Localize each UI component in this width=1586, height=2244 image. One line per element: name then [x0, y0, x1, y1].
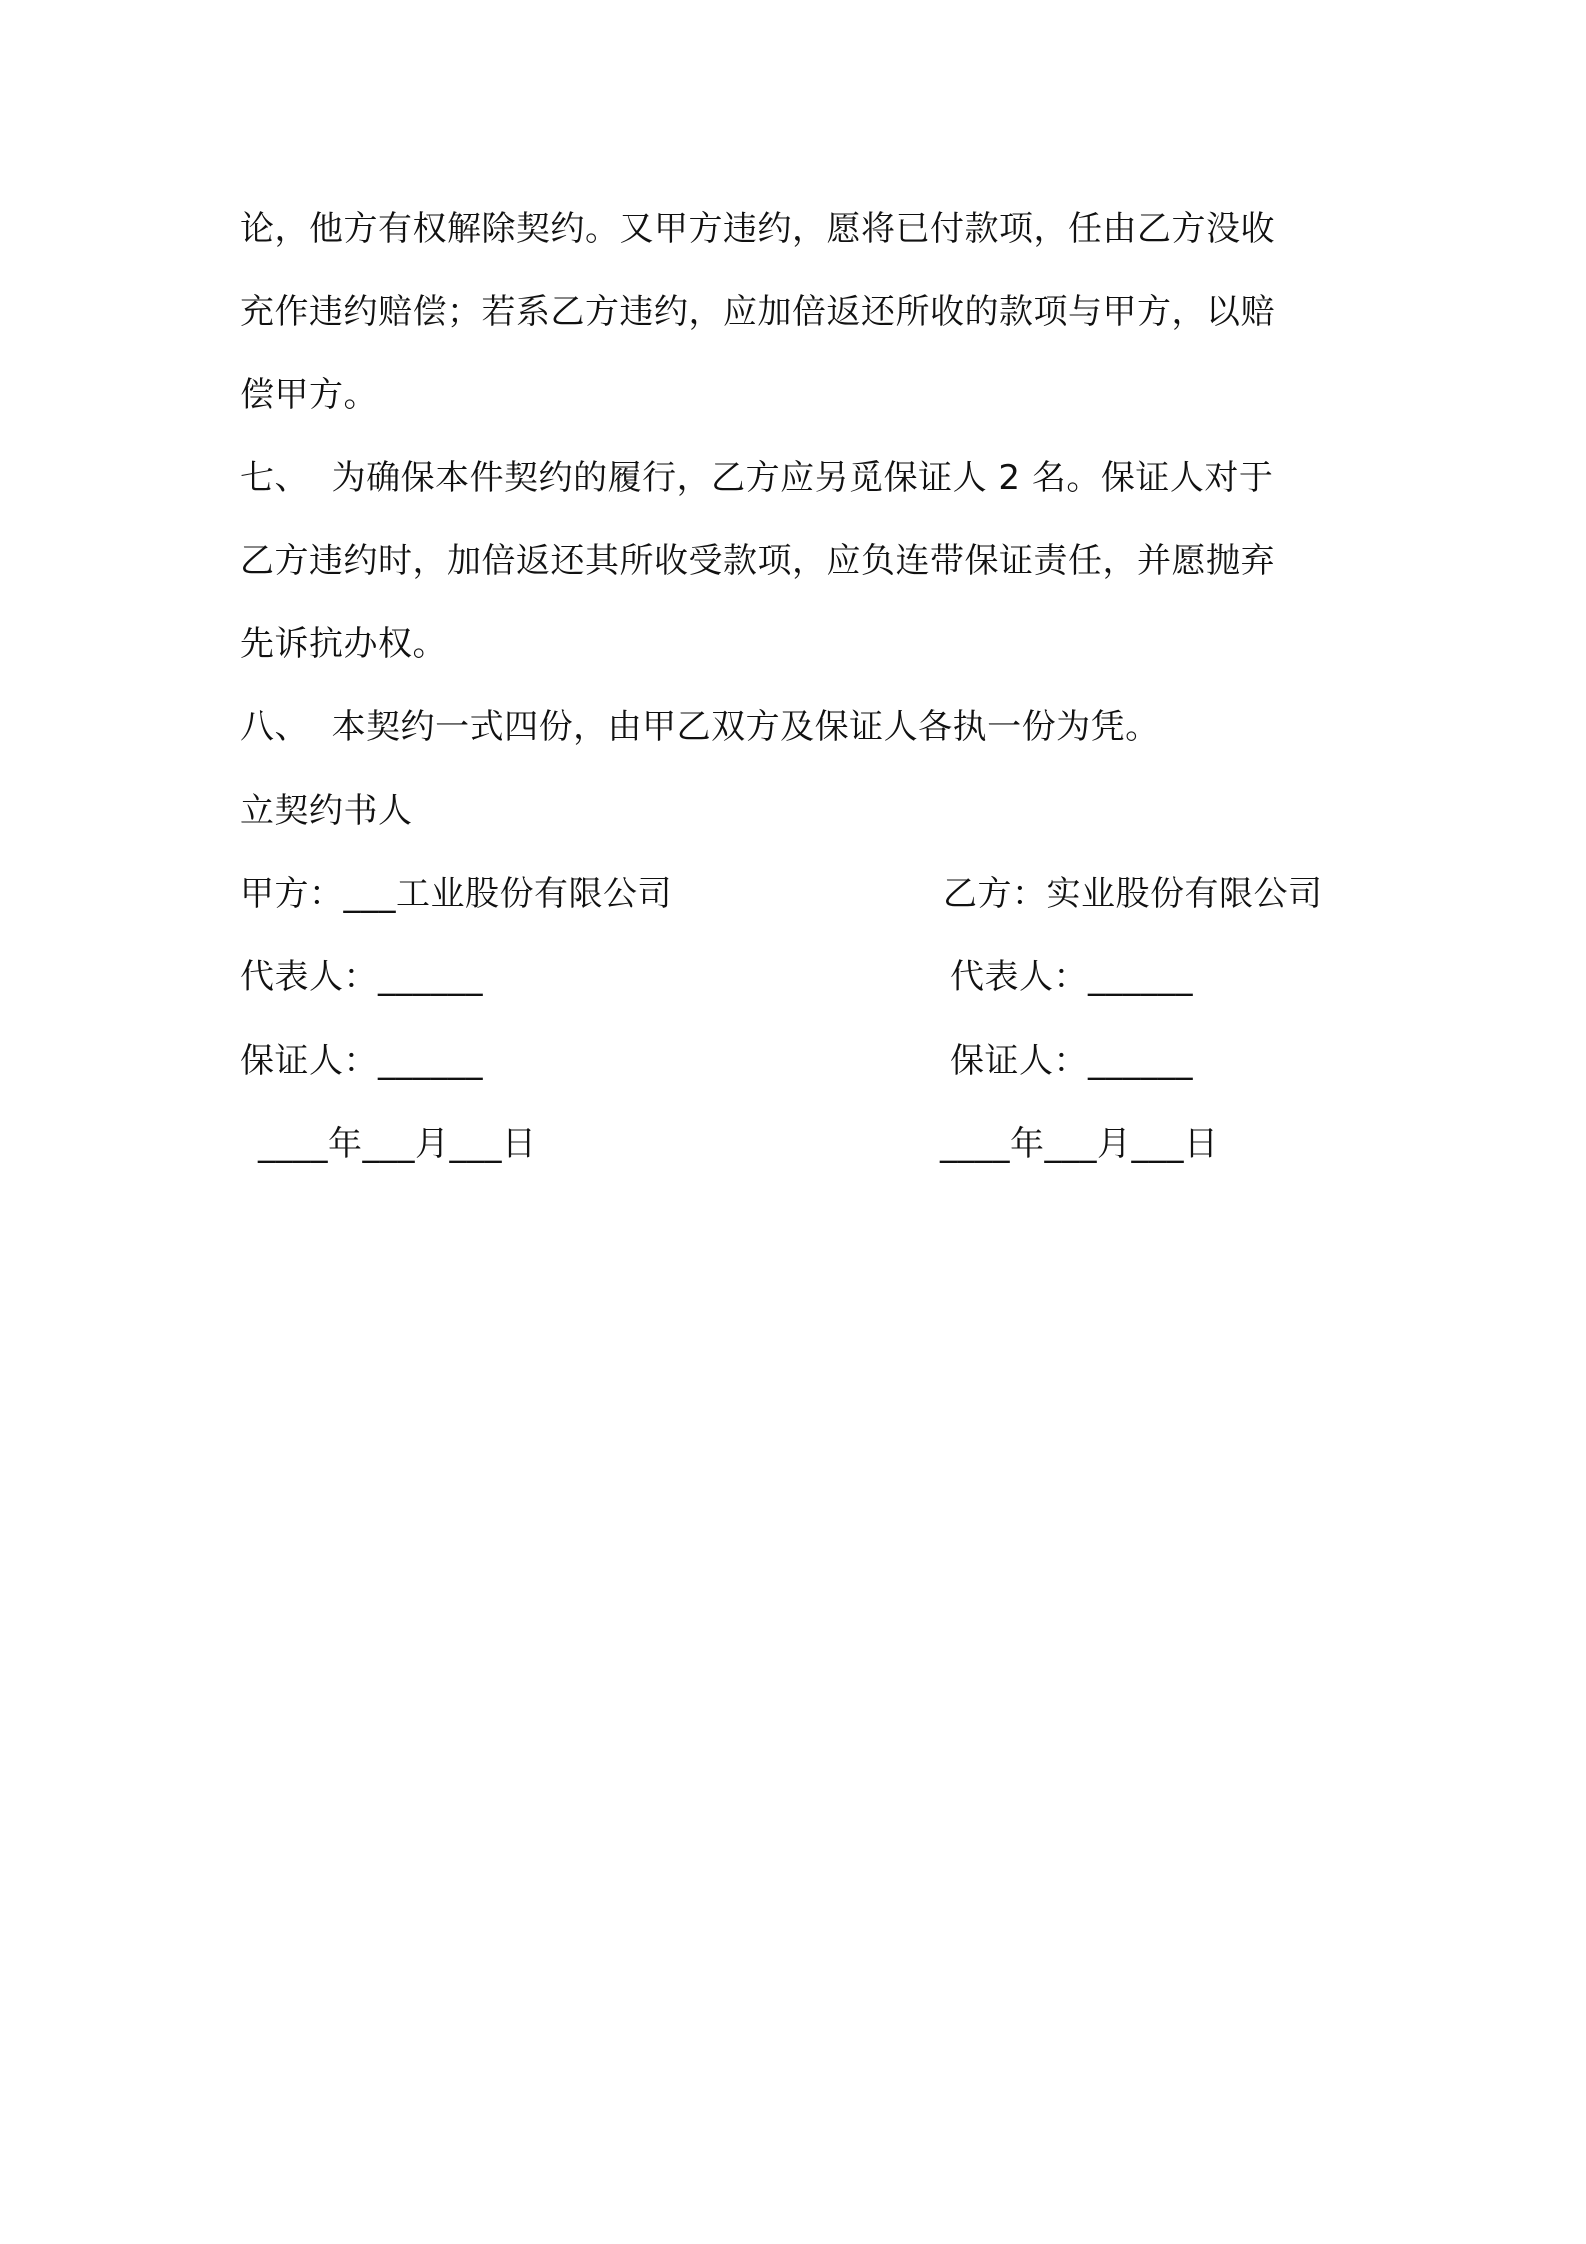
party-a-date: ____年___月___日 — [258, 1124, 537, 1164]
clause-7-line: 乙方违约时，加倍返还其所收受款项，应负连带保证责任，并愿抛弃 — [240, 541, 1275, 581]
party-b-date: ____年___月___日 — [940, 1124, 1219, 1164]
party-a-name: 甲方：___工业股份有限公司 — [240, 874, 672, 914]
party-b-guarantor: 保证人：______ — [950, 1041, 1193, 1081]
clause-7-line: 七、 为确保本件契约的履行，乙方应另觅保证人 2 名。保证人对于 — [240, 458, 1274, 498]
party-a-representative: 代表人：______ — [240, 957, 483, 997]
party-b-name: 乙方：实业股份有限公司 — [943, 874, 1323, 914]
party-b-representative: 代表人：______ — [950, 957, 1193, 997]
paragraph-line: 偿甲方。 — [240, 375, 378, 415]
clause-8-line: 八、 本契约一式四份，由甲乙双方及保证人各执一份为凭。 — [240, 707, 1160, 747]
signers-heading: 立契约书人 — [240, 791, 413, 831]
paragraph-line: 充作违约赔偿；若系乙方违约，应加倍返还所收的款项与甲方，以赔 — [240, 292, 1275, 332]
party-a-guarantor: 保证人：______ — [240, 1041, 483, 1081]
clause-7-line: 先诉抗办权。 — [240, 624, 447, 664]
paragraph-line: 论，他方有权解除契约。又甲方违约，愿将已付款项，任由乙方没收 — [240, 209, 1275, 249]
